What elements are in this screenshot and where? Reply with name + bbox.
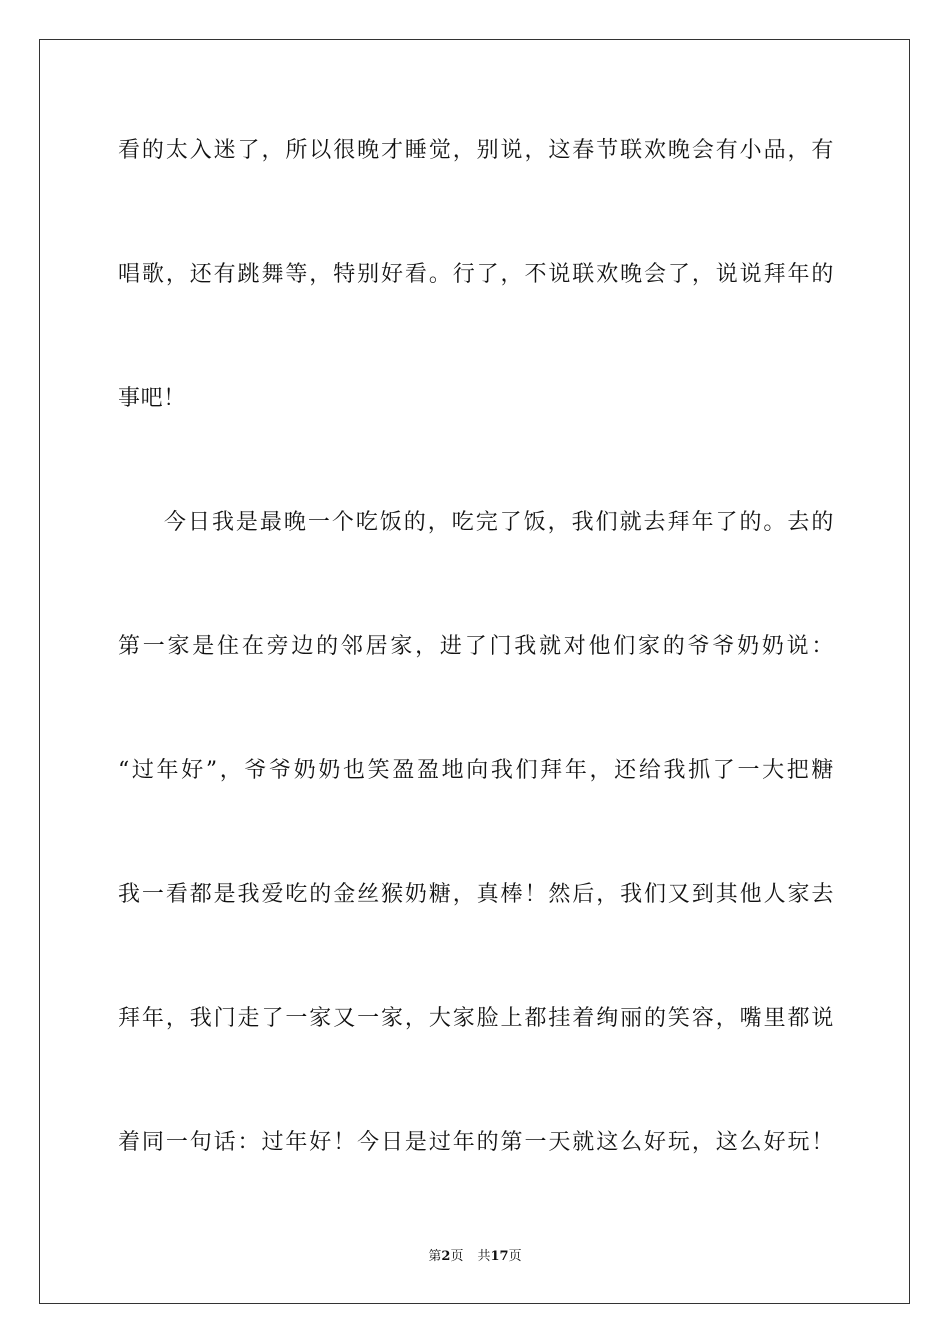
text-line-1: 看的太入迷了，所以很晚才睡觉，别说，这春节联欢晚会有小品，有 — [118, 138, 834, 163]
total-pages: 17 — [490, 1249, 509, 1264]
text-line-8: 拜年，我门走了一家又一家，大家脸上都挂着绚丽的笑容，嘴里都说 — [118, 1006, 834, 1031]
page-footer — [0, 1249, 950, 1265]
total-prefix: 共 — [477, 1249, 491, 1264]
text-line-5: 第一家是住在旁边的邻居家，进了门我就对他们家的爷爷奶奶说： — [118, 634, 834, 659]
page-border — [39, 39, 910, 1304]
text-line-9: 着同一句话：过年好！今日是过年的第一天就这么好玩，这么好玩！ — [118, 1130, 834, 1155]
page-prefix: 第 — [428, 1249, 442, 1264]
page-number: 2 — [441, 1249, 451, 1264]
text-line-4: 今日我是最晚一个吃饭的，吃完了饭，我们就去拜年了的。去的 — [164, 510, 834, 535]
text-line-7: 我一看都是我爱吃的金丝猴奶糖，真棒！然后，我们又到其他人家去 — [118, 882, 834, 907]
page-suffix: 页 — [450, 1249, 464, 1264]
text-line-2: 唱歌，还有跳舞等，特别好看。行了，不说联欢晚会了，说说拜年的 — [118, 262, 834, 287]
total-suffix: 页 — [508, 1249, 522, 1264]
text-line-3: 事吧！ — [118, 386, 186, 411]
text-line-6: “过年好”，爷爷奶奶也笑盈盈地向我们拜年，还给我抓了一大把糖 — [118, 758, 834, 783]
